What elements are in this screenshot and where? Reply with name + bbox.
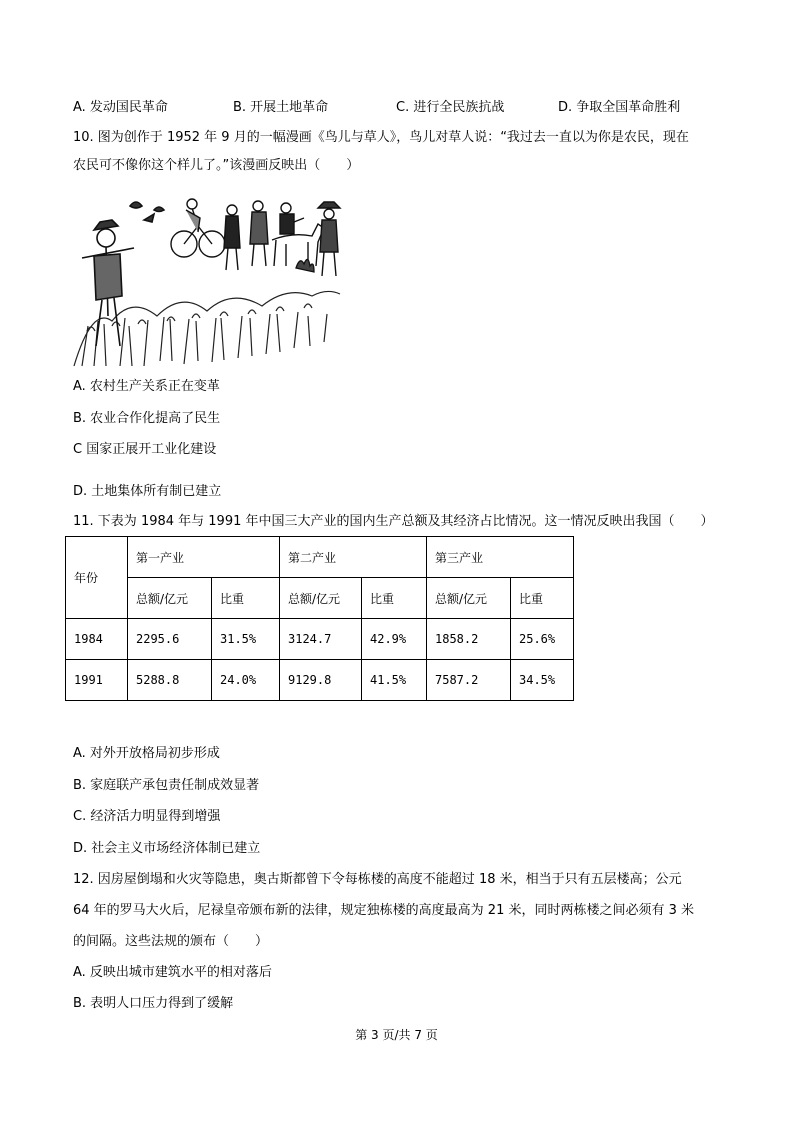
- table-row: [66, 619, 574, 660]
- table-header-year: 年份: [66, 537, 128, 619]
- bird-and-scarecrow-cartoon: [72, 196, 342, 368]
- table-cell: 9129.8: [280, 660, 362, 701]
- q12-stem-line-2: 64 年的罗马大火后，尼禄皇帝颁布新的法律，规定独栋楼的高度最高为 21 米，同时两栋楼之间必须有 3 米: [73, 903, 695, 918]
- subheader-share: 比重: [212, 578, 280, 619]
- table-cell: 5288.8: [128, 660, 212, 701]
- subheader-share: 比重: [511, 578, 574, 619]
- q11-option-d: D. 社会主义市场经济体制已建立: [73, 841, 261, 856]
- subheader-total: 总额/亿元: [280, 578, 362, 619]
- q9-option-b: B. 开展土地革命: [233, 100, 329, 115]
- subheader-total: 总额/亿元: [427, 578, 511, 619]
- q12-stem-line-3: 的间隔。这些法规的颁布（ ）: [73, 934, 269, 949]
- table-cell: 1858.2: [427, 619, 511, 660]
- q9-option-c: C. 进行全民族抗战: [396, 100, 505, 115]
- q9-option-a: A. 发动国民革命: [73, 100, 168, 115]
- q9-option-d: D. 争取全国革命胜利: [558, 100, 681, 115]
- row-year: 1991: [66, 660, 128, 701]
- q10-stem-line-2: 农民可不像你这个样儿了。”该漫画反映出（ ）: [73, 158, 360, 173]
- q11-option-a: A. 对外开放格局初步形成: [73, 746, 220, 761]
- table-header-tertiary: 第三产业: [427, 537, 574, 578]
- table-header-secondary: 第二产业: [280, 537, 427, 578]
- q10-option-d: D. 土地集体所有制已建立: [73, 484, 222, 499]
- table-cell: 34.5%: [511, 660, 574, 701]
- q11-option-c: C. 经济活力明显得到增强: [73, 809, 221, 824]
- q10-option-c: C 国家正展开工业化建设: [73, 442, 217, 457]
- q12-option-b: B. 表明人口压力得到了缓解: [73, 996, 234, 1011]
- table-cell: 24.0%: [212, 660, 280, 701]
- row-year: 1984: [66, 619, 128, 660]
- table-row: [66, 660, 574, 701]
- q10-option-b: B. 农业合作化提高了民生: [73, 411, 221, 426]
- q11-option-b: B. 家庭联产承包责任制成效显著: [73, 778, 260, 793]
- table-cell: 3124.7: [280, 619, 362, 660]
- q12-option-a: A. 反映出城市建筑水平的相对落后: [73, 965, 272, 980]
- table-cell: 7587.2: [427, 660, 511, 701]
- q10-stem-line-1: 10. 图为创作于 1952 年 9 月的一幅漫画《鸟儿与草人》，鸟儿对草人说：“我过去一直以为你是农民，现在: [73, 130, 689, 145]
- table-cell: 42.9%: [362, 619, 427, 660]
- table-cell: 25.6%: [511, 619, 574, 660]
- table-cell: 31.5%: [212, 619, 280, 660]
- page-number-footer: 第 3 页/共 7 页: [355, 1028, 438, 1042]
- industry-output-table: [65, 536, 574, 701]
- table-cell: 41.5%: [362, 660, 427, 701]
- q9-options: [73, 96, 723, 114]
- q12-stem-line-1: 12. 因房屋倒塌和火灾等隐患，奥古斯都曾下令每栋楼的高度不能超过 18 米，相当于只有五层楼高；公元: [73, 872, 682, 887]
- subheader-share: 比重: [362, 578, 427, 619]
- table-cell: 2295.6: [128, 619, 212, 660]
- subheader-total: 总额/亿元: [128, 578, 212, 619]
- q11-stem: 11. 下表为 1984 年与 1991 年中国三大产业的国内生产总额及其经济占比情况。这一情况反映出我国（ ）: [73, 514, 714, 529]
- q10-option-a: A. 农村生产关系正在变革: [73, 379, 220, 394]
- table-header-primary: 第一产业: [128, 537, 280, 578]
